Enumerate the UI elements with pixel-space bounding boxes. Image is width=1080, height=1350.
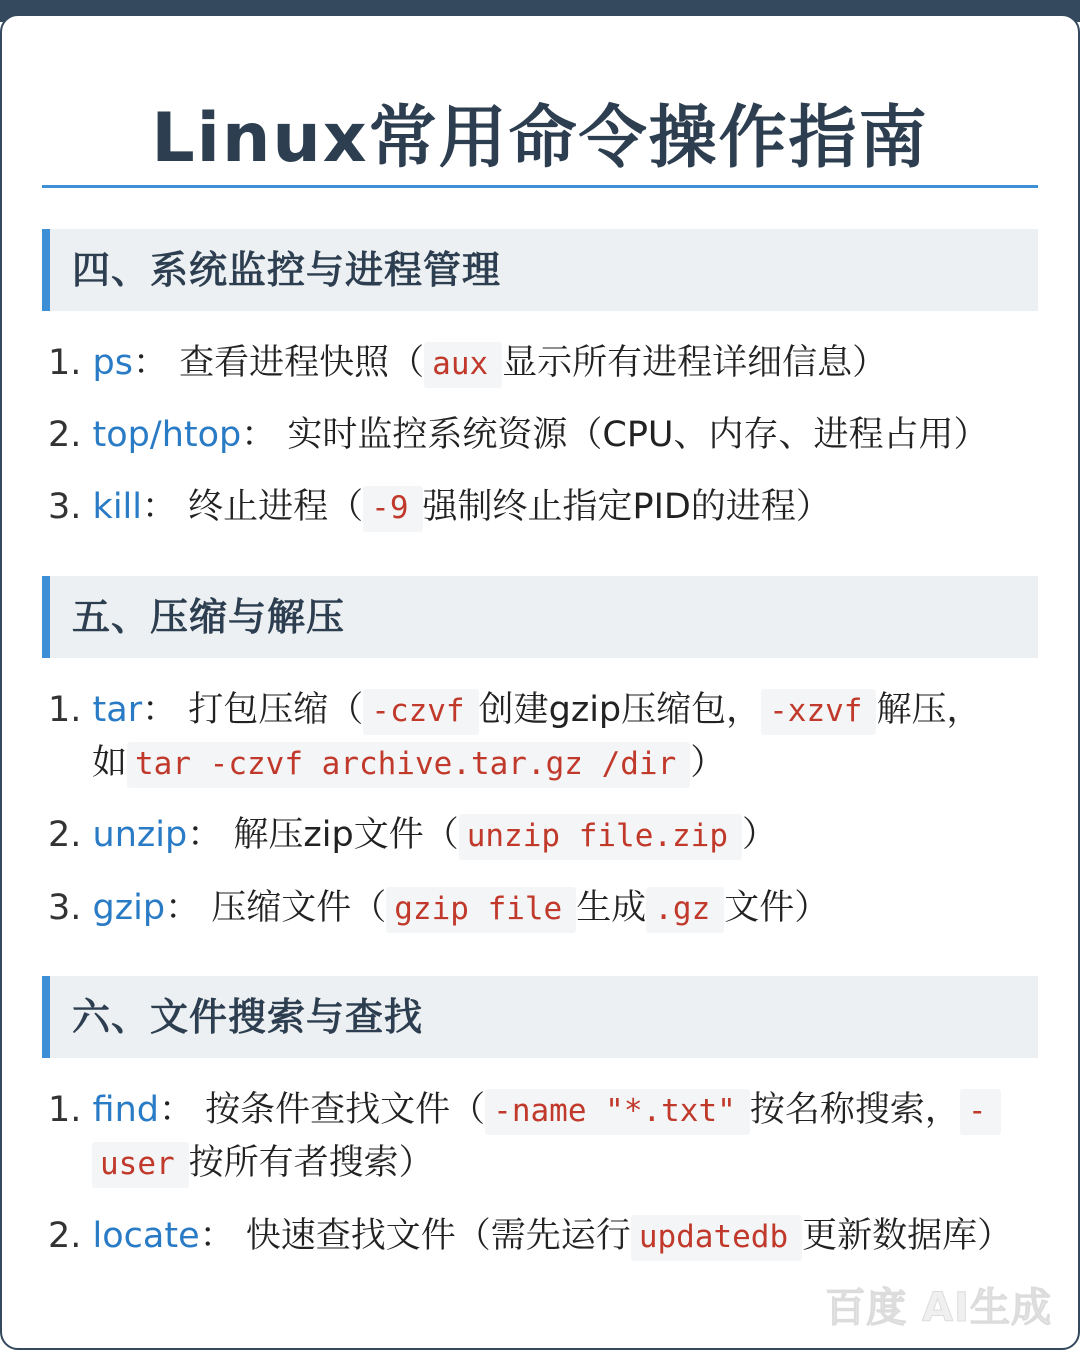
separator: ： xyxy=(142,690,178,730)
separator: ： xyxy=(159,1090,195,1130)
command-name: gzip xyxy=(92,888,166,928)
watermark: 百度 AI生成 xyxy=(825,1285,1052,1331)
item-text: 压缩文件（ xyxy=(211,888,387,928)
page-title: Linux常用命令操作指南 xyxy=(151,99,929,178)
list-item xyxy=(48,878,1038,939)
section-title: 四、系统监控与进程管理 xyxy=(72,248,502,292)
item-text: 快速查找文件（需先运行 xyxy=(245,1216,631,1256)
section-title: 五、压缩与解压 xyxy=(72,595,346,639)
item-number: 2. xyxy=(48,1216,82,1256)
list-item-continuation xyxy=(92,1133,1080,1194)
command-name: locate xyxy=(92,1216,200,1256)
item-number: 3. xyxy=(48,487,82,527)
item-text: 按名称搜索， xyxy=(749,1090,960,1130)
item-text: 强制终止指定PID的进程） xyxy=(422,487,831,527)
list-item xyxy=(48,805,1038,866)
item-text: 实时监控系统资源（CPU、内存、进程占用） xyxy=(287,415,989,455)
command-name: unzip xyxy=(92,815,188,855)
command-name: kill xyxy=(92,487,142,527)
separator: ： xyxy=(133,343,169,383)
item-text: 更新数据库） xyxy=(802,1216,1013,1256)
section-heading-monitoring xyxy=(42,229,1038,311)
item-number: 2. xyxy=(48,415,82,455)
item-text: 如 xyxy=(92,743,128,783)
command-name: find xyxy=(92,1090,159,1130)
item-text: ） xyxy=(742,815,778,855)
list-item xyxy=(48,1080,1038,1141)
item-text: 解压， xyxy=(876,690,982,730)
item-number: 1. xyxy=(48,690,82,730)
item-text: ） xyxy=(690,743,726,783)
code-snippet: -xzvf xyxy=(761,689,876,735)
code-snippet: user xyxy=(92,1142,189,1188)
list-item xyxy=(48,1206,1038,1267)
list-item xyxy=(48,405,1038,465)
item-number: 3. xyxy=(48,888,82,928)
item-number: 2. xyxy=(48,815,82,855)
code-snippet: -9 xyxy=(363,486,422,532)
code-snippet: -name "*.txt" xyxy=(485,1089,750,1135)
item-text: 显示所有进程详细信息） xyxy=(502,343,888,383)
item-text: 创建gzip压缩包， xyxy=(478,690,762,730)
code-snippet: - xyxy=(960,1089,1001,1135)
code-snippet: .gz xyxy=(646,887,724,933)
section-heading-search xyxy=(42,976,1038,1058)
section-title: 六、文件搜索与查找 xyxy=(72,995,424,1039)
separator: ： xyxy=(165,888,201,928)
code-snippet: tar -czvf archive.tar.gz /dir xyxy=(127,742,690,788)
list-item-continuation xyxy=(92,733,1080,794)
item-text: 打包压缩（ xyxy=(188,690,364,730)
code-snippet: aux xyxy=(424,342,502,388)
list-item xyxy=(48,680,1038,741)
separator: ： xyxy=(241,415,277,455)
item-number: 1. xyxy=(48,343,82,383)
command-name: tar xyxy=(92,690,143,730)
item-text: 终止进程（ xyxy=(188,487,364,527)
code-snippet: unzip file.zip xyxy=(459,814,742,860)
command-name: ps xyxy=(92,343,133,383)
list-item xyxy=(48,477,1038,538)
item-number: 1. xyxy=(48,1090,82,1130)
item-text: 生成 xyxy=(576,888,647,928)
title-divider xyxy=(42,185,1038,188)
section-heading-compression xyxy=(42,576,1038,658)
code-snippet: -czvf xyxy=(363,689,478,735)
list-item xyxy=(48,333,1038,394)
separator: ： xyxy=(187,815,223,855)
item-text: 查看进程快照（ xyxy=(179,343,425,383)
item-text: 按条件查找文件（ xyxy=(205,1090,486,1130)
item-text: 解压zip文件（ xyxy=(233,815,459,855)
item-text: 按所有者搜索） xyxy=(188,1143,434,1183)
code-snippet: updatedb xyxy=(631,1215,802,1261)
separator: ： xyxy=(142,487,178,527)
separator: ： xyxy=(199,1216,235,1256)
item-text: 文件） xyxy=(724,888,830,928)
code-snippet: gzip file xyxy=(386,887,576,933)
command-name: top/htop xyxy=(92,415,242,455)
